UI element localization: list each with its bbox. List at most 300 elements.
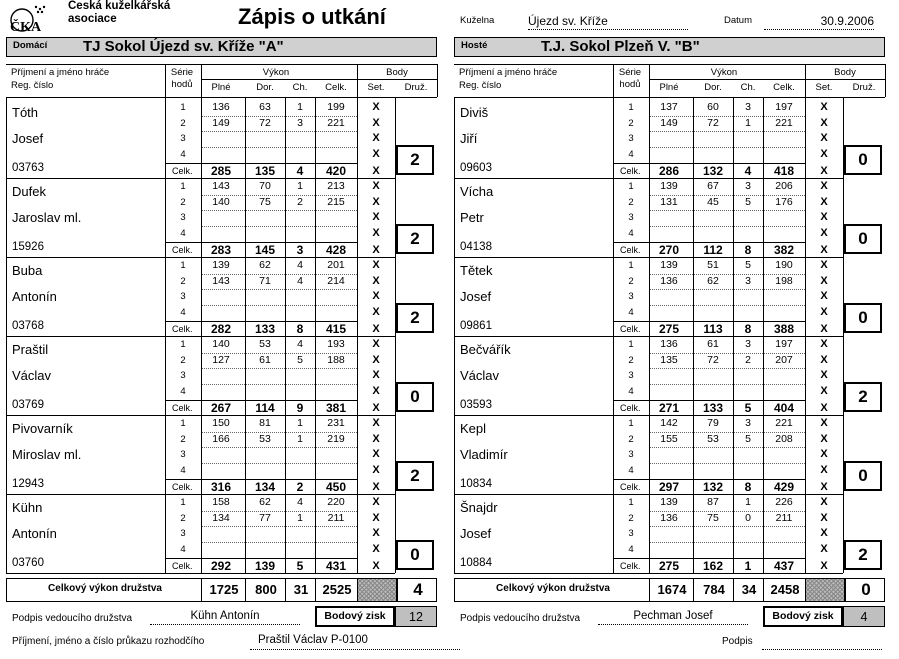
org-line-2: asociace (68, 13, 117, 25)
col-reg-header: Reg. číslo (459, 80, 502, 91)
series-cell (733, 447, 763, 463)
series-cell (285, 463, 315, 479)
series-cell (763, 542, 805, 558)
player-team-points: 0 (844, 224, 882, 254)
series-cell (315, 131, 357, 147)
team-bar-away (454, 37, 885, 57)
col-points-header: Body (834, 67, 856, 78)
series-cell (315, 542, 357, 558)
series-number: 3 (180, 133, 186, 145)
series-cell (315, 526, 357, 542)
series-number: 3 (628, 212, 634, 224)
series-cell: 3 (745, 180, 751, 192)
set-mark: X (372, 101, 380, 113)
series-cell: 3 (745, 338, 751, 350)
team-total-label: Celkový výkon družstva (496, 583, 610, 594)
series-cell (315, 226, 357, 242)
player-team-points: 0 (396, 540, 434, 570)
team-name: TJ Sokol Újezd sv. Kříže "A" (83, 38, 284, 55)
header-col-divider (613, 64, 614, 97)
series-cell (245, 368, 285, 384)
player-first-name: Josef (12, 131, 44, 146)
captain-name[interactable]: Pechman Josef (633, 610, 713, 622)
player-total-cell: 428 (325, 243, 347, 258)
series-number: 3 (628, 449, 634, 461)
set-mark: X (372, 338, 380, 350)
total-row-label: Celk. (172, 560, 193, 571)
set-mark: X (820, 132, 828, 145)
series-cell: 139 (660, 259, 678, 271)
series-cell: 3 (745, 101, 751, 113)
signature-line[interactable] (762, 649, 882, 650)
player-total-cell: 135 (254, 164, 276, 179)
series-cell (285, 447, 315, 463)
series-cell (285, 368, 315, 384)
series-number: 4 (180, 228, 186, 240)
series-cell (245, 289, 285, 305)
set-mark: X (372, 290, 380, 303)
series-cell (733, 526, 763, 542)
series-cell (245, 463, 285, 479)
player-total-cell: 429 (773, 480, 795, 495)
body-col-divider (733, 97, 734, 573)
series-number: 4 (628, 228, 634, 240)
series-number: 4 (628, 465, 634, 477)
series-cell: 87 (707, 496, 719, 508)
series-cell: 140 (212, 195, 230, 208)
series-cell: 198 (775, 274, 793, 287)
series-cell: 51 (707, 259, 719, 271)
player-total-cell: 316 (210, 480, 232, 495)
series-cell: 142 (660, 417, 678, 429)
player-surname: Bečvářík (460, 342, 511, 357)
series-cell (285, 226, 315, 242)
player-total-cell: 8 (744, 322, 752, 337)
player-first-name: Josef (460, 526, 492, 541)
series-cell (201, 526, 241, 542)
points-gain-value: 12 (395, 606, 437, 627)
series-number: 3 (180, 370, 186, 382)
points-gain-label: Bodový zisk (315, 606, 395, 627)
series-cell (245, 131, 285, 147)
player-reg-number: 12943 (12, 478, 44, 490)
player-total-cell: 282 (210, 322, 232, 337)
player-surname: Vícha (460, 184, 494, 199)
series-number: 1 (628, 102, 634, 113)
body-set-right-border (843, 97, 844, 573)
series-cell: 221 (775, 116, 793, 129)
series-number: 4 (180, 307, 186, 319)
team-total-hatch (357, 579, 396, 601)
series-cell: 5 (745, 195, 751, 208)
total-row-top-line (165, 558, 357, 559)
series-number: 1 (628, 181, 634, 192)
col-reg-header: Reg. číslo (11, 80, 54, 91)
player-total-cell: 420 (325, 164, 347, 179)
set-mark: X (820, 432, 828, 445)
series-cell (285, 131, 315, 147)
team-total-cell: 2525 (315, 579, 358, 601)
series-cell: 127 (212, 353, 230, 366)
player-team-points: 2 (844, 382, 882, 412)
set-mark: X (820, 448, 828, 461)
series-cell: 193 (327, 338, 345, 350)
player-team-points: 2 (396, 145, 434, 175)
series-cell: 197 (775, 101, 793, 113)
total-row-top-line (165, 321, 357, 322)
player-total-cell: 415 (325, 322, 347, 337)
total-row-top-line (613, 479, 805, 480)
venue-label: Kuželna (460, 15, 495, 26)
series-cell (649, 526, 689, 542)
series-cell (201, 447, 241, 463)
series-number: 2 (628, 196, 634, 208)
series-cell (315, 210, 357, 226)
player-total-cell: 292 (210, 559, 232, 574)
series-cell: 136 (660, 338, 678, 350)
total-row-label: Celk. (620, 165, 641, 176)
series-cell: 131 (660, 195, 678, 208)
player-total-cell: 8 (744, 480, 752, 495)
series-cell: 134 (212, 511, 230, 524)
col-team-points-header: Druž. (404, 82, 428, 93)
series-cell: 199 (327, 101, 345, 113)
series-number: 2 (180, 433, 186, 445)
player-total-cell: 388 (773, 322, 795, 337)
series-cell: 158 (212, 496, 230, 508)
referee-line (250, 649, 460, 650)
player-total-cell: 134 (254, 480, 276, 495)
series-cell: 1 (297, 101, 303, 113)
series-cell: 136 (660, 511, 678, 524)
series-cell: 139 (660, 496, 678, 508)
series-cell: 143 (212, 274, 230, 287)
series-number: 3 (180, 212, 186, 224)
series-cell: 5 (745, 259, 751, 271)
total-row-top-line (613, 400, 805, 401)
set-mark: X (820, 496, 828, 508)
series-cell: 5 (745, 432, 751, 445)
series-cell: 213 (327, 180, 345, 192)
total-row-top-line (165, 242, 357, 243)
series-cell: 72 (707, 353, 719, 366)
set-mark: X (820, 164, 828, 177)
date-label: Datum (724, 15, 752, 26)
col-series-header-2: hodů (171, 79, 193, 90)
series-cell (649, 384, 689, 400)
series-cell (693, 226, 733, 242)
header-top-line (454, 64, 885, 65)
venue-value: Újezd sv. Kříže (528, 14, 688, 30)
series-cell (763, 368, 805, 384)
series-cell (315, 447, 357, 463)
series-cell: 206 (775, 180, 793, 192)
series-number: 1 (628, 497, 634, 508)
series-number: 4 (628, 544, 634, 556)
series-cell: 1 (745, 116, 751, 129)
total-row-top-line (165, 479, 357, 480)
series-cell (245, 447, 285, 463)
set-mark: X (372, 432, 380, 445)
series-number: 4 (628, 386, 634, 398)
series-cell (201, 542, 241, 558)
series-cell: 208 (775, 432, 793, 445)
player-reg-number: 03763 (12, 162, 44, 174)
player-reg-number: 03760 (12, 557, 44, 569)
series-cell (693, 131, 733, 147)
series-cell: 71 (259, 274, 271, 287)
referee-name[interactable]: Praštil Václav P-0100 (258, 634, 368, 646)
total-row-label: Celk. (172, 323, 193, 334)
series-number: 1 (628, 260, 634, 271)
series-cell (649, 542, 689, 558)
series-cell: 219 (327, 432, 345, 445)
series-number: 4 (628, 149, 634, 161)
set-mark: X (820, 101, 828, 113)
player-total-cell: 112 (703, 243, 723, 258)
col-performance-header: Výkon (710, 67, 738, 78)
set-mark: X (372, 180, 380, 192)
header-top-line (6, 64, 437, 65)
signature-label: Podpis (722, 636, 753, 647)
series-cell (693, 305, 733, 321)
series-cell: 67 (707, 180, 719, 192)
player-total-cell: 1 (744, 559, 752, 574)
set-mark: X (820, 559, 828, 572)
player-team-points: 0 (844, 303, 882, 333)
body-left-border (6, 97, 7, 573)
set-mark: X (372, 132, 380, 145)
series-cell: 143 (212, 180, 230, 192)
player-total-cell: 2 (296, 480, 304, 495)
series-cell: 215 (327, 195, 345, 208)
series-number: 1 (180, 181, 186, 192)
player-team-points: 0 (396, 382, 434, 412)
set-mark: X (372, 306, 380, 319)
set-mark: X (820, 148, 828, 161)
header-col-divider (357, 64, 358, 97)
col-miss-header: Ch. (292, 82, 308, 93)
body-col-divider (245, 97, 246, 573)
player-total-cell: 3 (296, 243, 304, 258)
total-row-top-line (613, 321, 805, 322)
set-mark: X (820, 511, 828, 524)
series-cell (733, 384, 763, 400)
series-cell (763, 147, 805, 163)
team-total-cell: 34 (733, 579, 764, 601)
series-cell (315, 368, 357, 384)
set-mark: X (820, 243, 828, 256)
player-surname: Praštil (12, 342, 49, 357)
series-number: 1 (180, 260, 186, 271)
col-miss-header: Ch. (740, 82, 756, 93)
series-cell: 136 (212, 101, 230, 113)
series-cell (649, 131, 689, 147)
player-first-name: Antonín (12, 526, 57, 541)
series-cell (733, 305, 763, 321)
team-role: Domácí (13, 40, 48, 51)
player-total-cell: 4 (296, 164, 304, 179)
series-number: 4 (180, 465, 186, 477)
player-team-points: 0 (844, 145, 882, 175)
series-cell: 136 (660, 274, 678, 287)
body-col-divider (357, 97, 358, 573)
player-total-cell: 113 (703, 322, 723, 337)
series-number: 2 (628, 433, 634, 445)
set-mark: X (372, 274, 380, 287)
series-cell: 3 (745, 274, 751, 287)
series-cell (733, 463, 763, 479)
player-first-name: Jaroslav ml. (12, 210, 82, 225)
player-block-bottom-line (454, 573, 843, 574)
series-cell (315, 305, 357, 321)
series-cell: 62 (707, 274, 719, 287)
total-row-label: Celk. (172, 165, 193, 176)
series-number: 3 (628, 370, 634, 382)
total-row-label: Celk. (172, 244, 193, 255)
series-cell (285, 289, 315, 305)
set-mark: X (820, 417, 828, 429)
series-number: 1 (180, 102, 186, 113)
series-cell: 188 (327, 353, 345, 366)
player-total-cell: 285 (210, 164, 232, 179)
player-total-cell: 5 (296, 559, 304, 574)
series-cell (201, 226, 241, 242)
series-number: 3 (180, 449, 186, 461)
player-total-cell: 9 (296, 401, 304, 416)
series-cell: 214 (327, 274, 345, 287)
player-total-cell: 5 (744, 401, 752, 416)
set-mark: X (820, 306, 828, 319)
header-bottom-line (454, 97, 885, 98)
series-cell (285, 147, 315, 163)
series-cell: 207 (775, 353, 793, 366)
set-mark: X (372, 464, 380, 477)
player-total-cell: 450 (325, 480, 347, 495)
body-col-divider (315, 97, 316, 573)
captain-line (598, 624, 748, 625)
series-cell: 190 (775, 259, 793, 271)
captain-name[interactable]: Kühn Antonín (190, 610, 260, 622)
set-mark: X (820, 322, 828, 335)
player-first-name: Miroslav ml. (12, 447, 82, 462)
date-value: 30.9.2006 (764, 14, 874, 30)
player-reg-number: 09603 (460, 162, 492, 174)
series-cell: 1 (297, 417, 303, 429)
header-col-divider (165, 64, 166, 97)
player-first-name: Josef (460, 289, 492, 304)
series-number: 1 (628, 339, 634, 350)
series-cell (693, 147, 733, 163)
series-cell: 53 (707, 432, 719, 445)
series-cell (649, 226, 689, 242)
team-total-cell: 784 (693, 579, 734, 601)
series-cell: 4 (297, 274, 303, 287)
set-mark: X (372, 527, 380, 540)
series-number: 2 (180, 117, 186, 129)
perf-sub-line (649, 79, 885, 80)
series-cell (201, 463, 241, 479)
body-left-border (454, 97, 455, 573)
series-cell: 62 (259, 496, 271, 508)
series-cell: 1 (297, 511, 303, 524)
series-cell (763, 131, 805, 147)
series-cell (733, 131, 763, 147)
set-mark: X (372, 496, 380, 508)
body-col-divider (805, 97, 806, 573)
series-cell: 0 (745, 511, 751, 524)
series-cell (201, 131, 241, 147)
player-reg-number: 04138 (460, 241, 492, 253)
series-cell: 79 (707, 417, 719, 429)
col-total-header: Celk. (325, 82, 347, 93)
organization-name (68, 0, 170, 26)
player-total-cell: 114 (255, 401, 275, 416)
set-mark: X (820, 274, 828, 287)
player-total-cell: 271 (658, 401, 680, 416)
series-number: 4 (180, 149, 186, 161)
total-row-label: Celk. (620, 560, 641, 571)
player-total-cell: 437 (773, 559, 795, 574)
series-number: 3 (180, 291, 186, 303)
total-row-label: Celk. (620, 244, 641, 255)
player-first-name: Václav (12, 368, 52, 383)
series-cell: 140 (212, 338, 230, 350)
series-cell (693, 526, 733, 542)
team-total-cell: 31 (285, 579, 316, 601)
player-total-cell: 275 (658, 559, 680, 574)
series-cell (763, 384, 805, 400)
series-cell: 1 (745, 496, 751, 508)
series-cell (693, 542, 733, 558)
series-number: 3 (628, 133, 634, 145)
col-full-header: Plné (211, 82, 231, 93)
header-col-divider (437, 64, 438, 97)
set-mark: X (820, 180, 828, 192)
series-cell (733, 147, 763, 163)
total-row-top-line (613, 163, 805, 164)
body-col-divider (201, 97, 202, 573)
series-number: 2 (628, 117, 634, 129)
player-total-cell: 162 (702, 559, 724, 574)
perf-sub-line (201, 79, 437, 80)
player-total-cell: 270 (658, 243, 680, 258)
series-cell: 221 (327, 116, 345, 129)
series-cell (649, 147, 689, 163)
total-row-label: Celk. (172, 402, 193, 413)
player-team-points: 0 (844, 461, 882, 491)
col-set-header: Set. (367, 82, 385, 93)
series-cell (315, 463, 357, 479)
series-cell: 176 (775, 195, 793, 208)
series-cell: 70 (259, 180, 271, 192)
series-cell (649, 289, 689, 305)
header-col-divider (885, 64, 886, 97)
set-mark: X (372, 401, 380, 414)
set-mark: X (372, 227, 380, 240)
series-cell: 61 (707, 338, 719, 350)
player-total-cell: 418 (773, 164, 795, 179)
col-series-header: Série (170, 67, 194, 78)
series-cell: 72 (259, 116, 271, 129)
set-mark: X (820, 401, 828, 414)
player-total-cell: 431 (325, 559, 347, 574)
header-col-divider (201, 64, 202, 97)
series-cell (693, 210, 733, 226)
series-cell (733, 289, 763, 305)
player-total-cell: 8 (744, 243, 752, 258)
series-cell (245, 526, 285, 542)
